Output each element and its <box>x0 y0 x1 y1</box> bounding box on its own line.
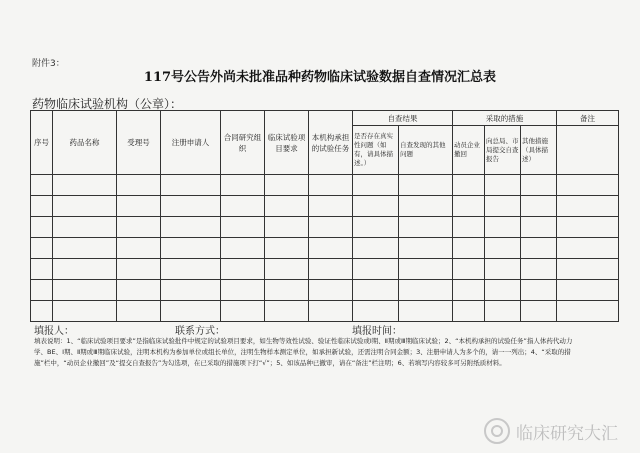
table-cell <box>221 280 265 301</box>
table-cell <box>221 217 265 238</box>
table-cell <box>265 238 309 259</box>
table-cell <box>265 196 309 217</box>
attachment-label: 附件3： <box>32 59 65 69</box>
table-cell <box>557 217 619 238</box>
table-cell <box>31 259 53 280</box>
contact-label: 联系方式： <box>175 326 225 337</box>
table-cell <box>161 238 221 259</box>
table-cell <box>353 217 399 238</box>
header-applicant: 注册申请人 <box>161 111 221 175</box>
table-cell <box>31 175 53 196</box>
table-cell <box>117 217 161 238</box>
table-row <box>31 196 619 217</box>
table-cell <box>399 196 453 217</box>
filler-label: 填报人： <box>34 326 74 337</box>
table-cell <box>485 217 521 238</box>
table-cell <box>557 280 619 301</box>
table-cell <box>309 259 353 280</box>
header-self-check: 自查结果 <box>353 111 453 126</box>
table-cell <box>557 175 619 196</box>
document-title: 117号公告外尚未批准品种药物临床试验数据自查情况汇总表 <box>143 70 497 85</box>
header-seq: 序号 <box>31 111 53 175</box>
summary-table <box>30 110 619 322</box>
table-cell <box>521 238 557 259</box>
table-cell <box>399 217 453 238</box>
table-header-row <box>31 111 619 126</box>
table-cell <box>557 301 619 322</box>
table-cell <box>453 259 485 280</box>
table-cell <box>399 259 453 280</box>
table-row <box>31 301 619 322</box>
table-cell <box>521 196 557 217</box>
header-task: 本机构承担的试验任务 <box>309 111 353 175</box>
table-cell <box>265 280 309 301</box>
table-cell <box>117 280 161 301</box>
table-cell <box>399 175 453 196</box>
subheader-withdraw: 动员企业撤回 <box>453 126 485 175</box>
table-cell <box>53 238 117 259</box>
table-cell <box>265 217 309 238</box>
table-cell <box>161 280 221 301</box>
table-cell <box>53 175 117 196</box>
table-cell <box>557 238 619 259</box>
subheader-report: 向总局、市局提交自查报告 <box>485 126 521 175</box>
table-cell <box>353 238 399 259</box>
institution-label: 药物临床试验机构（公章）： <box>32 97 183 111</box>
table-cell <box>309 280 353 301</box>
header-acceptance-no: 受理号 <box>117 111 161 175</box>
table-cell <box>265 301 309 322</box>
table-cell <box>521 259 557 280</box>
table-cell <box>485 301 521 322</box>
table-cell <box>453 196 485 217</box>
date-label: 填报时间： <box>352 326 402 337</box>
subheader-other-measures: 其他措施（具体描述） <box>521 126 557 175</box>
table-row <box>31 217 619 238</box>
table-cell <box>117 196 161 217</box>
table-cell <box>485 175 521 196</box>
table-row <box>31 259 619 280</box>
table-cell <box>161 259 221 280</box>
table-cell <box>221 238 265 259</box>
table-cell <box>453 238 485 259</box>
table-cell <box>221 259 265 280</box>
watermark <box>484 418 618 444</box>
header-drug-name: 药品名称 <box>53 111 117 175</box>
table-cell <box>53 301 117 322</box>
table-cell <box>31 280 53 301</box>
table-cell <box>31 301 53 322</box>
header-measures: 采取的措施 <box>453 111 557 126</box>
header-contract-org: 合同研究组织 <box>221 111 265 175</box>
header-remarks: 备注 <box>557 111 619 126</box>
subheader-authenticity: 是否存在真实性问题（如有，请具体描述。） <box>353 126 399 175</box>
table-cell <box>53 280 117 301</box>
table-cell <box>265 175 309 196</box>
table-cell <box>53 259 117 280</box>
table-cell <box>399 280 453 301</box>
table-cell <box>453 217 485 238</box>
table-cell <box>353 280 399 301</box>
table-cell <box>117 259 161 280</box>
table-cell <box>309 238 353 259</box>
table-cell <box>453 175 485 196</box>
table-cell <box>31 196 53 217</box>
table-cell <box>161 196 221 217</box>
table-cell <box>31 238 53 259</box>
table-cell <box>521 280 557 301</box>
table-cell <box>309 196 353 217</box>
table-cell <box>31 217 53 238</box>
table-row <box>31 175 619 196</box>
table-cell <box>117 238 161 259</box>
table-cell <box>557 259 619 280</box>
table-cell <box>399 238 453 259</box>
table-cell <box>117 175 161 196</box>
table-row <box>31 280 619 301</box>
table-cell <box>117 301 161 322</box>
watermark-logo-icon <box>484 418 510 444</box>
table-cell <box>221 301 265 322</box>
watermark-text: 临床研究大汇 <box>516 423 618 444</box>
table-cell <box>485 259 521 280</box>
table-cell <box>309 301 353 322</box>
table-cell <box>353 259 399 280</box>
header-requirement: 临床试验项目要求 <box>265 111 309 175</box>
table-cell <box>221 175 265 196</box>
table-cell <box>485 196 521 217</box>
table-cell <box>485 280 521 301</box>
table-cell <box>221 196 265 217</box>
table-cell <box>53 217 117 238</box>
table-cell <box>53 196 117 217</box>
table-body <box>31 175 619 322</box>
table-cell <box>521 175 557 196</box>
table-cell <box>353 196 399 217</box>
table-cell <box>399 301 453 322</box>
table-cell <box>453 301 485 322</box>
table-cell <box>161 175 221 196</box>
table-row <box>31 238 619 259</box>
table-cell <box>557 196 619 217</box>
table-cell <box>353 301 399 322</box>
table-cell <box>353 175 399 196</box>
table-cell <box>161 217 221 238</box>
subheader-remarks-blank <box>557 126 619 175</box>
table-cell <box>485 238 521 259</box>
table-cell <box>521 217 557 238</box>
fill-instructions: 填表说明：1、“临床试验项目要求”是指临床试验批件中规定的试验项目要求，如生物等效性试验、验证性临床试验或Ⅰ期、Ⅱ期或Ⅲ期临床试验；2、“本机构承担的试验任务”指人体药代动力学、BE、Ⅰ期、Ⅱ期或Ⅲ期临床试验，注明本机构为参加单位或组长单位，注明生物样本测定单位，如承担新试验，还需注明合同金额；3、注册申请人为多个的，请一一列出；4、“采取的措施”栏中，“动员企业撤回”及“提交自查报告”为勾选项，在已采取的措施项下打“√”；5、如该品种已撤审，请在“备注”栏注明；6、若填写内容较多可另附纸质材料。 <box>34 337 573 367</box>
table-cell <box>161 301 221 322</box>
subheader-other-issues: 自查发现的其他问题 <box>399 126 453 175</box>
table-cell <box>309 217 353 238</box>
table-cell <box>309 175 353 196</box>
table-cell <box>453 280 485 301</box>
table-cell <box>265 259 309 280</box>
table-cell <box>521 301 557 322</box>
